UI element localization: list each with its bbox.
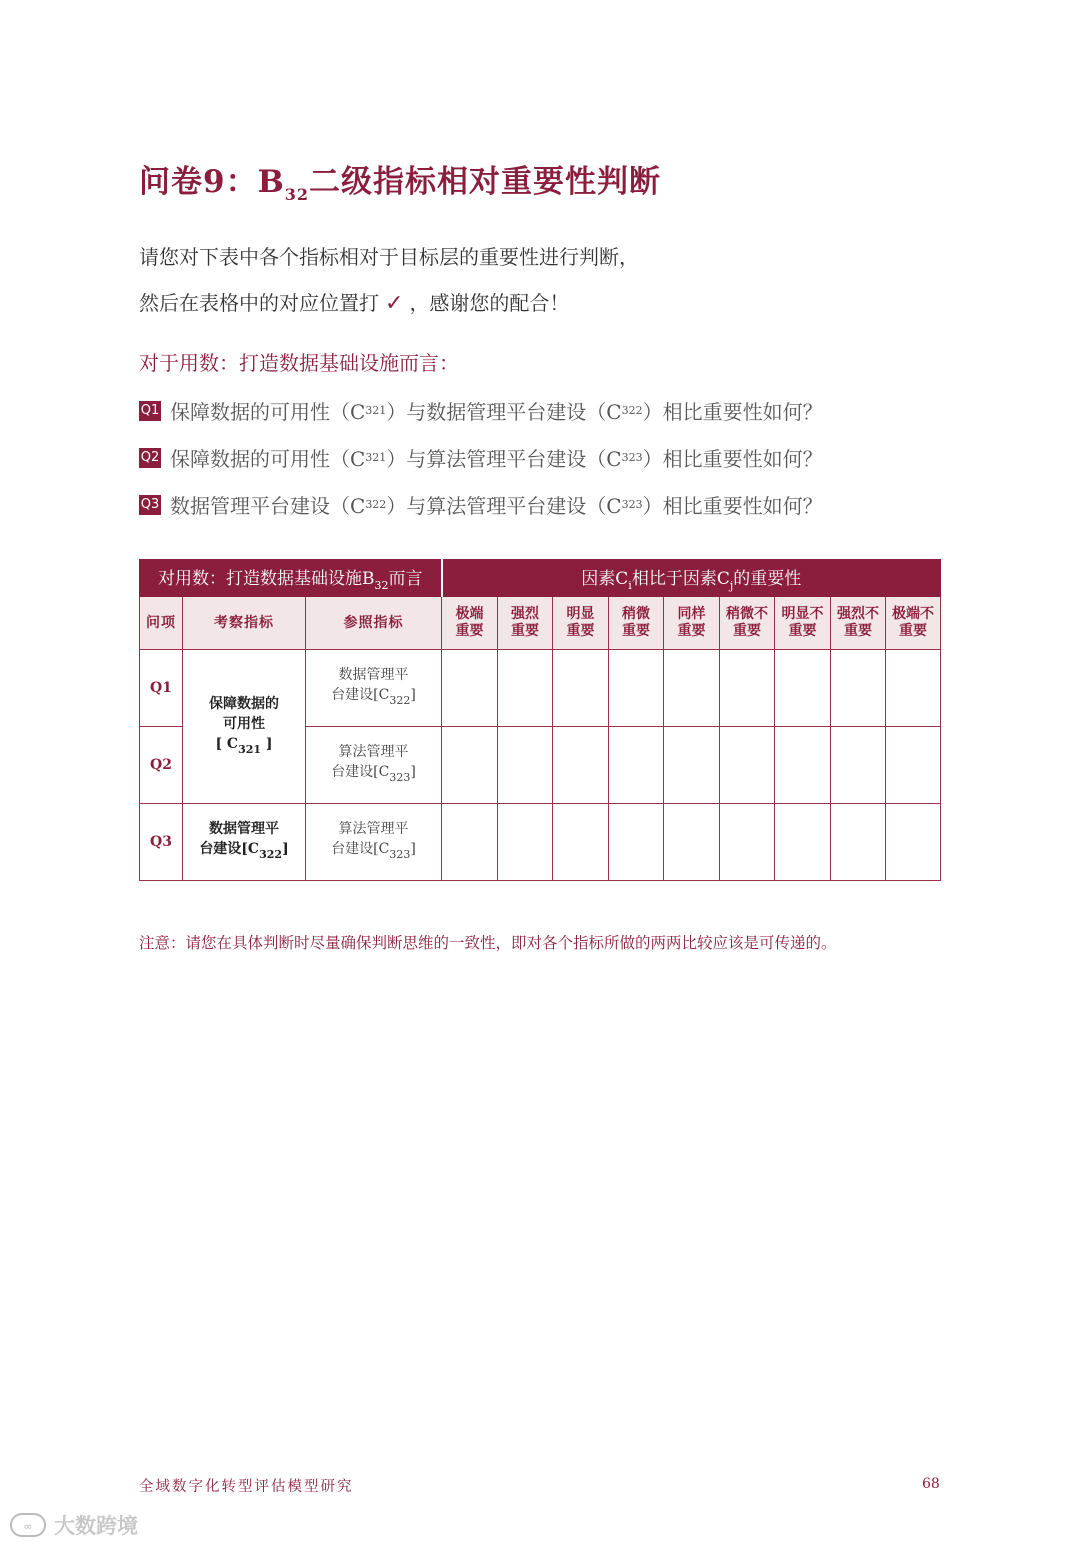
page-number: 68 <box>922 1476 940 1492</box>
answer-cell[interactable] <box>775 804 831 881</box>
ref-indicator: 算法管理平 台建设$[C_{323}]$ <box>306 804 442 881</box>
question-q3: Q3 数据管理平台建设（C 322 ）与算法管理平台建设（C 323 ）相比重要性如何？ <box>140 494 823 518</box>
question-badge: Q3 <box>139 495 161 515</box>
answer-cell[interactable] <box>831 727 886 804</box>
scale-header: 极端 重要 <box>442 597 498 650</box>
answer-cell[interactable] <box>498 804 553 881</box>
scale-header: 明显 重要 <box>553 597 609 650</box>
watermark <box>10 1510 138 1540</box>
answer-cell[interactable] <box>442 804 498 881</box>
answer-cell[interactable] <box>442 727 498 804</box>
answer-cell[interactable] <box>775 650 831 727</box>
question-q2: Q2 保障数据的可用性（C 321 ）与算法管理平台建设（C 323 ）相比重要性如何？ <box>140 447 823 471</box>
question-q1: Q1 保障数据的可用性（C 321 ）与数据管理平台建设（C 322 ）相比重要性如何？ <box>140 400 823 424</box>
answer-cell[interactable] <box>664 727 720 804</box>
note-text: 注意：请您在具体判断时尽量确保判断思维的一致性，即对各个指标所做的两两比较应该是可传递的。 <box>139 934 837 952</box>
answer-cell[interactable] <box>498 650 553 727</box>
scale-header: 稍微不 重要 <box>720 597 775 650</box>
table-header-right: 因素$C_i$相比于因素$C_j$的重要性 <box>442 560 941 597</box>
answer-cell[interactable] <box>442 650 498 727</box>
answer-cell[interactable] <box>886 727 941 804</box>
row-q-label: Q3 <box>140 804 183 881</box>
checkmark-icon: ✓ <box>385 291 404 316</box>
answer-cell[interactable] <box>831 804 886 881</box>
scale-header: 明显不 重要 <box>775 597 831 650</box>
answer-cell[interactable] <box>609 650 664 727</box>
answer-cell[interactable] <box>775 727 831 804</box>
intro-line-1: 请您对下表中各个指标相对于目标层的重要性进行判断， <box>139 245 639 269</box>
row-q-label: Q1 <box>140 650 183 727</box>
answer-cell[interactable] <box>664 650 720 727</box>
question-badge: Q2 <box>139 448 161 468</box>
answer-cell[interactable] <box>720 727 775 804</box>
table-row <box>140 650 941 727</box>
section-subheading: 对于用数：打造数据基础设施而言： <box>139 351 459 375</box>
comparison-table <box>139 559 941 881</box>
col-header-ref: 参照指标 <box>306 597 442 650</box>
scale-header: 同样 重要 <box>664 597 720 650</box>
watermark-logo-icon: ∞ <box>10 1513 46 1537</box>
scale-header: 稍微 重要 <box>609 597 664 650</box>
answer-cell[interactable] <box>720 804 775 881</box>
answer-cell[interactable] <box>831 650 886 727</box>
page-title: 问卷9：$B_{32}$二级指标相对重要性判断 <box>139 164 662 204</box>
col-header-item: 问项 <box>140 597 183 650</box>
answer-cell[interactable] <box>553 727 609 804</box>
scale-header: 强烈 重要 <box>498 597 553 650</box>
answer-cell[interactable] <box>553 650 609 727</box>
answer-cell[interactable] <box>886 650 941 727</box>
answer-cell[interactable] <box>664 804 720 881</box>
question-badge: Q1 <box>139 401 161 421</box>
ref-indicator: 算法管理平 台建设$[C_{323}]$ <box>306 727 442 804</box>
footer-title: 全域数字化转型评估模型研究 <box>139 1479 354 1495</box>
watermark-text: 大数跨境 <box>54 1514 138 1538</box>
answer-cell[interactable] <box>609 804 664 881</box>
answer-cell[interactable] <box>886 804 941 881</box>
row-q-label: Q2 <box>140 727 183 804</box>
col-header-exam: 考察指标 <box>183 597 306 650</box>
intro-line-2: 然后在表格中的对应位置打 ✓ ，感谢您的配合！ <box>139 291 570 316</box>
answer-cell[interactable] <box>720 650 775 727</box>
exam-indicator-c322: 数据管理平 台建设$[C_{322}]$ <box>183 804 306 881</box>
ref-indicator: 数据管理平 台建设$[C_{322}]$ <box>306 650 442 727</box>
answer-cell[interactable] <box>498 727 553 804</box>
exam-indicator-c321: 保障数据的 可用性 [ $C_{321}$ ] <box>183 650 306 804</box>
table-row <box>140 804 941 881</box>
scale-header: 强烈不 重要 <box>831 597 886 650</box>
answer-cell[interactable] <box>609 727 664 804</box>
scale-header: 极端不 重要 <box>886 597 941 650</box>
answer-cell[interactable] <box>553 804 609 881</box>
table-header-left: 对用数：打造数据基础设施$B_{32}$而言 <box>140 560 442 597</box>
